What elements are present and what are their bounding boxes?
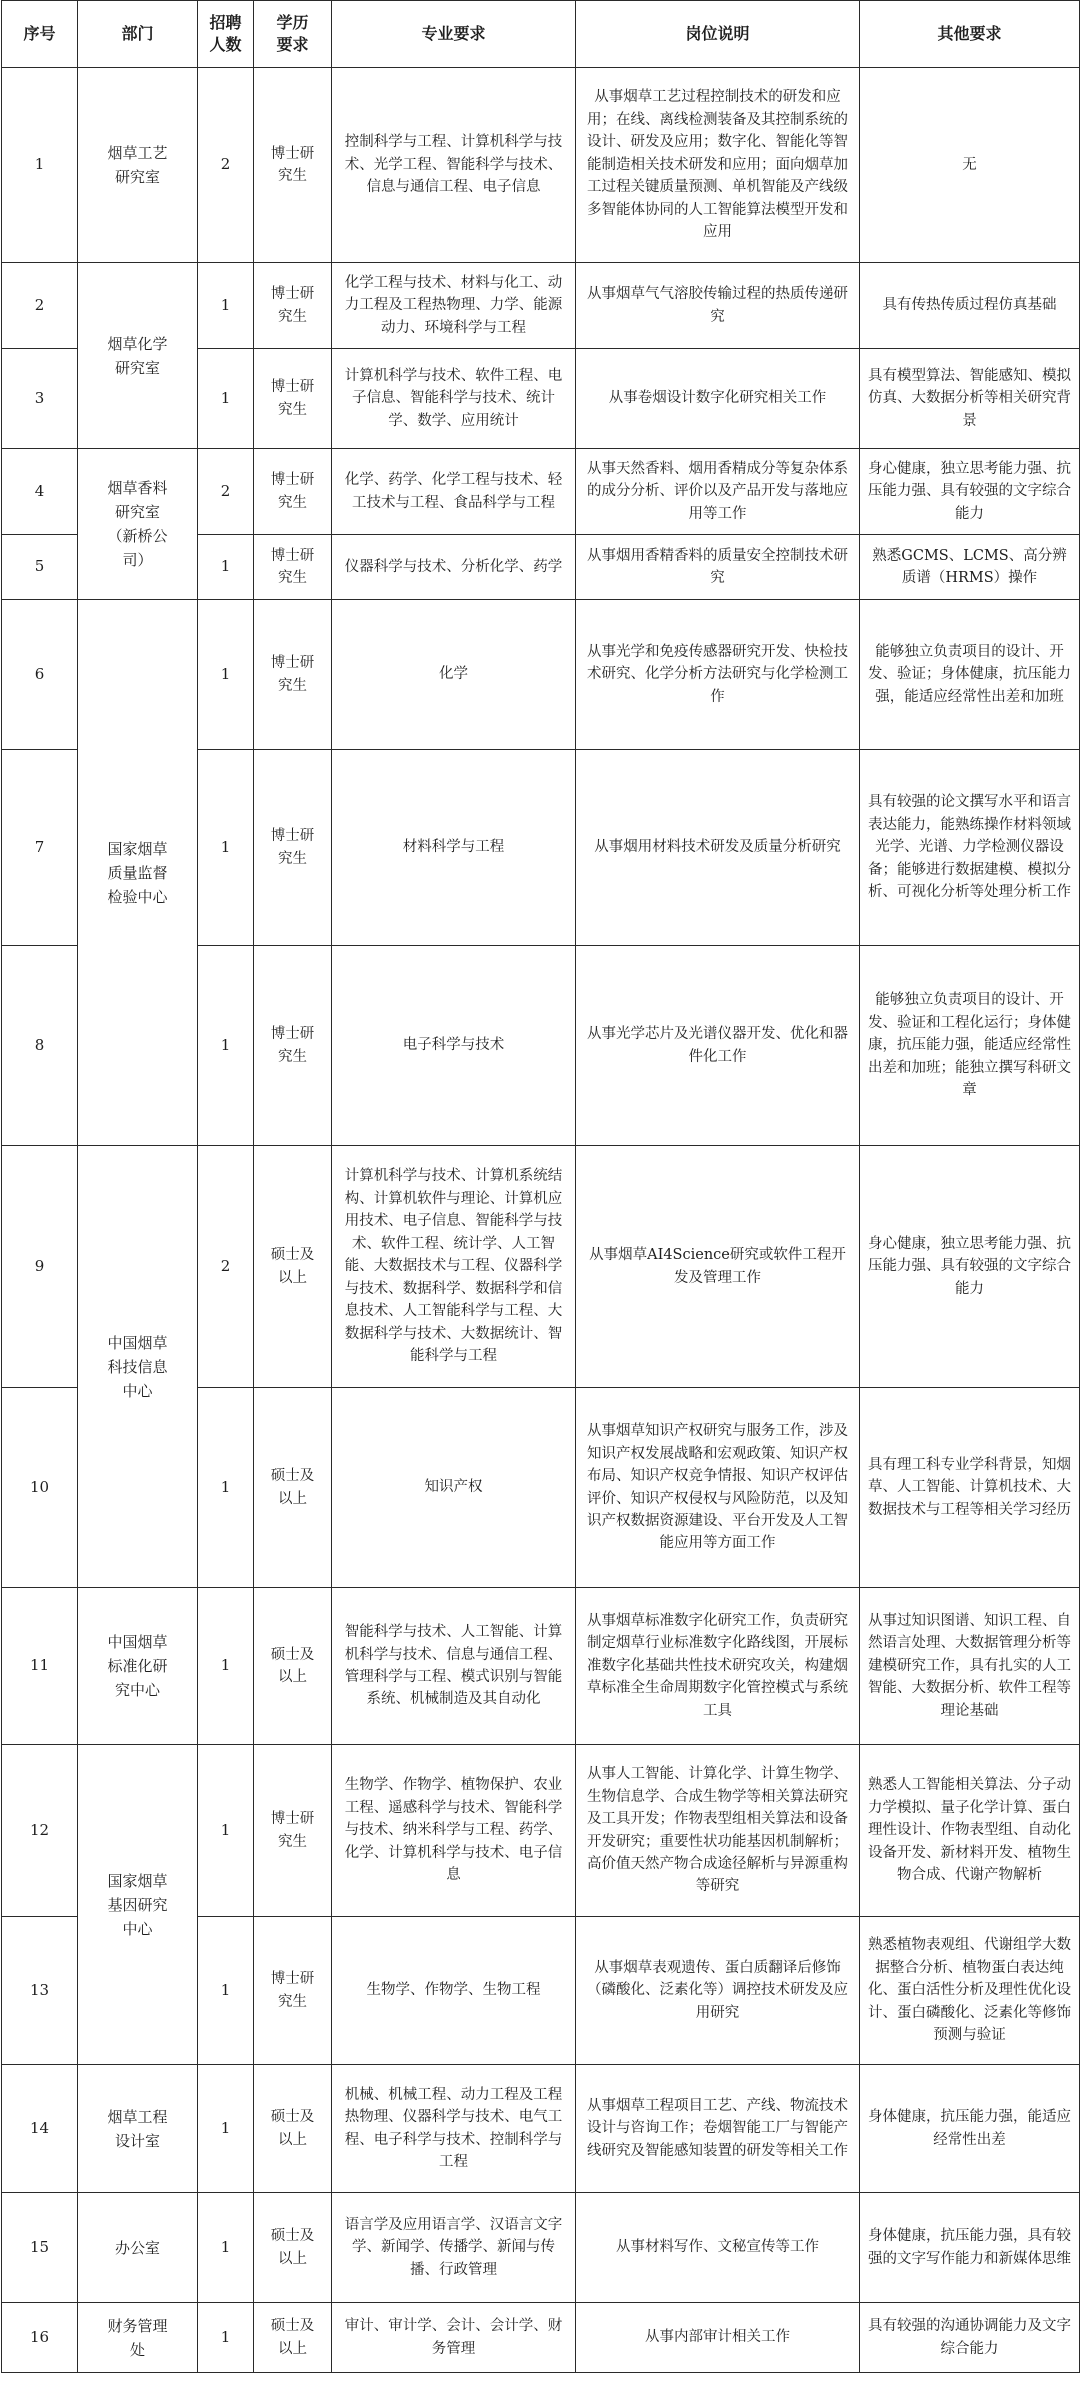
major-cell: 材料科学与工程 xyxy=(332,750,576,946)
duty-cell: 从事内部审计相关工作 xyxy=(576,2303,860,2373)
other-cell: 身体健康，抗压能力强，具有较强的文字写作能力和新媒体思维 xyxy=(860,2193,1080,2303)
department-cell: 烟草化学 研究室 xyxy=(78,263,198,449)
duty-cell: 从事烟草气气溶胶传输过程的热质传递研究 xyxy=(576,263,860,349)
count-cell: 1 xyxy=(198,535,254,600)
major-cell: 化学 xyxy=(332,600,576,750)
header-duty: 岗位说明 xyxy=(576,1,860,68)
department-cell: 烟草工艺 研究室 xyxy=(78,68,198,263)
other-cell: 身体健康，抗压能力强，能适应经常性出差 xyxy=(860,2065,1080,2193)
count-cell: 1 xyxy=(198,2193,254,2303)
serial-cell: 13 xyxy=(2,1917,78,2065)
table-row xyxy=(2,68,1080,263)
table-row xyxy=(2,600,1080,750)
department-cell: 烟草工程 设计室 xyxy=(78,2065,198,2193)
table-row xyxy=(2,449,1080,535)
header-major: 专业要求 xyxy=(332,1,576,68)
serial-cell: 3 xyxy=(2,349,78,449)
count-cell: 1 xyxy=(198,2065,254,2193)
serial-cell: 2 xyxy=(2,263,78,349)
count-cell: 1 xyxy=(198,263,254,349)
education-cell: 博士研 究生 xyxy=(254,750,332,946)
duty-cell: 从事卷烟设计数字化研究相关工作 xyxy=(576,349,860,449)
education-cell: 博士研 究生 xyxy=(254,600,332,750)
count-cell: 1 xyxy=(198,750,254,946)
other-cell: 无 xyxy=(860,68,1080,263)
other-cell: 从事过知识图谱、知识工程、自然语言处理、大数据管理分析等建模研究工作，具有扎实的人工智能、大数据分析、软件工程等理论基础 xyxy=(860,1588,1080,1745)
major-cell: 电子科学与技术 xyxy=(332,946,576,1146)
table-row xyxy=(2,263,1080,349)
other-cell: 具有较强的沟通协调能力及文字综合能力 xyxy=(860,2303,1080,2373)
major-cell: 生物学、作物学、植物保护、农业工程、遥感科学与技术、智能科学与技术、纳米科学与工程、药学、化学、计算机科学与技术、电子信息 xyxy=(332,1745,576,1917)
duty-cell: 从事烟草标准数字化研究工作，负责研究制定烟草行业标准数字化路线图，开展标准数字化基础共性技术研究攻关，构建烟草标准全生命周期数字化管控模式与系统工具 xyxy=(576,1588,860,1745)
serial-cell: 10 xyxy=(2,1388,78,1588)
major-cell: 审计、审计学、会计、会计学、财务管理 xyxy=(332,2303,576,2373)
duty-cell: 从事烟草工程项目工艺、产线、物流技术设计与咨询工作；卷烟智能工厂与智能产线研究及智能感知装置的研发等相关工作 xyxy=(576,2065,860,2193)
count-cell: 1 xyxy=(198,2303,254,2373)
serial-cell: 12 xyxy=(2,1745,78,1917)
count-cell: 1 xyxy=(198,349,254,449)
department-cell: 中国烟草 科技信息 中心 xyxy=(78,1146,198,1588)
department-cell: 烟草香料 研究室 （新桥公 司） xyxy=(78,449,198,600)
other-cell: 能够独立负责项目的设计、开发、验证；身体健康，抗压能力强，能适应经常性出差和加班 xyxy=(860,600,1080,750)
header-row xyxy=(2,1,1080,68)
education-cell: 硕士及 以上 xyxy=(254,2065,332,2193)
education-cell: 博士研 究生 xyxy=(254,946,332,1146)
duty-cell: 从事烟用材料技术研发及质量分析研究 xyxy=(576,750,860,946)
serial-cell: 5 xyxy=(2,535,78,600)
other-cell: 身心健康，独立思考能力强、抗压能力强、具有较强的文字综合能力 xyxy=(860,1146,1080,1388)
education-cell: 博士研 究生 xyxy=(254,535,332,600)
other-cell: 能够独立负责项目的设计、开发、验证和工程化运行；身体健康，抗压能力强，能适应经常性出差和加班；能独立撰写科研文章 xyxy=(860,946,1080,1146)
table-row xyxy=(2,1146,1080,1388)
duty-cell: 从事烟用香精香料的质量安全控制技术研究 xyxy=(576,535,860,600)
table-row xyxy=(2,2065,1080,2193)
education-cell: 博士研 究生 xyxy=(254,68,332,263)
other-cell: 熟悉植物表观组、代谢组学大数据整合分析、植物蛋白表达纯化、蛋白活性分析及理性优化设计、蛋白磷酸化、泛素化等修饰预测与验证 xyxy=(860,1917,1080,2065)
count-cell: 1 xyxy=(198,600,254,750)
major-cell: 语言学及应用语言学、汉语言文字学、新闻学、传播学、新闻与传播、行政管理 xyxy=(332,2193,576,2303)
duty-cell: 从事人工智能、计算化学、计算生物学、生物信息学、合成生物学等相关算法研究及工具开发；作物表型组相关算法和设备开发研究；重要性状功能基因机制解析；高价值天然产物合成途径解析与异源重构等研究 xyxy=(576,1745,860,1917)
department-cell: 国家烟草 基因研究 中心 xyxy=(78,1745,198,2065)
education-cell: 硕士及 以上 xyxy=(254,2193,332,2303)
education-cell: 博士研 究生 xyxy=(254,263,332,349)
header-count: 招聘 人数 xyxy=(198,1,254,68)
count-cell: 1 xyxy=(198,1388,254,1588)
duty-cell: 从事烟草表观遗传、蛋白质翻译后修饰（磷酸化、泛素化等）调控技术研发及应用研究 xyxy=(576,1917,860,2065)
serial-cell: 7 xyxy=(2,750,78,946)
serial-cell: 16 xyxy=(2,2303,78,2373)
serial-cell: 1 xyxy=(2,68,78,263)
other-cell: 具有传热传质过程仿真基础 xyxy=(860,263,1080,349)
major-cell: 化学工程与技术、材料与化工、动力工程及工程热物理、力学、能源动力、环境科学与工程 xyxy=(332,263,576,349)
serial-cell: 4 xyxy=(2,449,78,535)
education-cell: 硕士及 以上 xyxy=(254,1146,332,1388)
table-row xyxy=(2,2303,1080,2373)
serial-cell: 9 xyxy=(2,1146,78,1388)
duty-cell: 从事材料写作、文秘宣传等工作 xyxy=(576,2193,860,2303)
header-education: 学历 要求 xyxy=(254,1,332,68)
duty-cell: 从事烟草知识产权研究与服务工作，涉及知识产权发展战略和宏观政策、知识产权布局、知识产权竞争情报、知识产权评估评价、知识产权侵权与风险防范，以及知识产权数据资源建设、平台开发及人工智能应用等方面工作 xyxy=(576,1388,860,1588)
department-cell: 国家烟草 质量监督 检验中心 xyxy=(78,600,198,1146)
recruitment-table xyxy=(1,0,1080,2373)
duty-cell: 从事烟草AI4Science研究或软件工程开发及管理工作 xyxy=(576,1146,860,1388)
other-cell: 具有模型算法、智能感知、模拟仿真、大数据分析等相关研究背景 xyxy=(860,349,1080,449)
major-cell: 知识产权 xyxy=(332,1388,576,1588)
other-cell: 熟悉GCMS、LCMS、高分辨质谱（HRMS）操作 xyxy=(860,535,1080,600)
table-row xyxy=(2,1745,1080,1917)
duty-cell: 从事烟草工艺过程控制技术的研发和应用；在线、离线检测装备及其控制系统的设计、研发及应用；数字化、智能化等智能制造相关技术研发和应用；面向烟草加工过程关键质量预测、单机智能及产线级多智能体协同的人工智能算法模型开发和应用 xyxy=(576,68,860,263)
duty-cell: 从事天然香料、烟用香精成分等复杂体系的成分分析、评价以及产品开发与落地应用等工作 xyxy=(576,449,860,535)
education-cell: 硕士及 以上 xyxy=(254,1588,332,1745)
count-cell: 1 xyxy=(198,1745,254,1917)
count-cell: 2 xyxy=(198,449,254,535)
other-cell: 具有较强的论文撰写水平和语言表达能力，能熟练操作材料领域光学、光谱、力学检测仪器设备；能够进行数据建模、模拟分析、可视化分析等处理分析工作 xyxy=(860,750,1080,946)
count-cell: 1 xyxy=(198,946,254,1146)
count-cell: 2 xyxy=(198,68,254,263)
serial-cell: 8 xyxy=(2,946,78,1146)
major-cell: 计算机科学与技术、软件工程、电子信息、智能科学与技术、统计学、数学、应用统计 xyxy=(332,349,576,449)
education-cell: 博士研 究生 xyxy=(254,1745,332,1917)
education-cell: 博士研 究生 xyxy=(254,449,332,535)
major-cell: 仪器科学与技术、分析化学、药学 xyxy=(332,535,576,600)
major-cell: 智能科学与技术、人工智能、计算机科学与技术、信息与通信工程、管理科学与工程、模式识别与智能系统、机械制造及其自动化 xyxy=(332,1588,576,1745)
education-cell: 博士研 究生 xyxy=(254,349,332,449)
header-serial: 序号 xyxy=(2,1,78,68)
serial-cell: 6 xyxy=(2,600,78,750)
department-cell: 办公室 xyxy=(78,2193,198,2303)
major-cell: 计算机科学与技术、计算机系统结构、计算机软件与理论、计算机应用技术、电子信息、智能科学与技术、软件工程、统计学、人工智能、大数据技术与工程、仪器科学与技术、数据科学、数据科学和信息技术、人工智能科学与工程、大数据科学与技术、大数据统计、智能科学与工程 xyxy=(332,1146,576,1388)
education-cell: 硕士及 以上 xyxy=(254,1388,332,1588)
other-cell: 熟悉人工智能相关算法、分子动力学模拟、量子化学计算、蛋白理性设计、作物表型组、自动化设备开发、新材料开发、植物生物合成、代谢产物解析 xyxy=(860,1745,1080,1917)
department-cell: 中国烟草 标准化研 究中心 xyxy=(78,1588,198,1745)
education-cell: 博士研 究生 xyxy=(254,1917,332,2065)
serial-cell: 11 xyxy=(2,1588,78,1745)
count-cell: 1 xyxy=(198,1917,254,2065)
other-cell: 身心健康，独立思考能力强、抗压能力强、具有较强的文字综合能力 xyxy=(860,449,1080,535)
count-cell: 2 xyxy=(198,1146,254,1388)
serial-cell: 15 xyxy=(2,2193,78,2303)
table-row xyxy=(2,2193,1080,2303)
major-cell: 机械、机械工程、动力工程及工程热物理、仪器科学与技术、电气工程、电子科学与技术、控制科学与工程 xyxy=(332,2065,576,2193)
header-department: 部门 xyxy=(78,1,198,68)
count-cell: 1 xyxy=(198,1588,254,1745)
education-cell: 硕士及 以上 xyxy=(254,2303,332,2373)
header-other: 其他要求 xyxy=(860,1,1080,68)
serial-cell: 14 xyxy=(2,2065,78,2193)
department-cell: 财务管理 处 xyxy=(78,2303,198,2373)
duty-cell: 从事光学芯片及光谱仪器开发、优化和器件化工作 xyxy=(576,946,860,1146)
major-cell: 化学、药学、化学工程与技术、轻工技术与工程、食品科学与工程 xyxy=(332,449,576,535)
duty-cell: 从事光学和免疫传感器研究开发、快检技术研究、化学分析方法研究与化学检测工作 xyxy=(576,600,860,750)
other-cell: 具有理工科专业学科背景，知烟草、人工智能、计算机技术、大数据技术与工程等相关学习经历 xyxy=(860,1388,1080,1588)
table-row xyxy=(2,1588,1080,1745)
major-cell: 生物学、作物学、生物工程 xyxy=(332,1917,576,2065)
major-cell: 控制科学与工程、计算机科学与技术、光学工程、智能科学与技术、信息与通信工程、电子信息 xyxy=(332,68,576,263)
